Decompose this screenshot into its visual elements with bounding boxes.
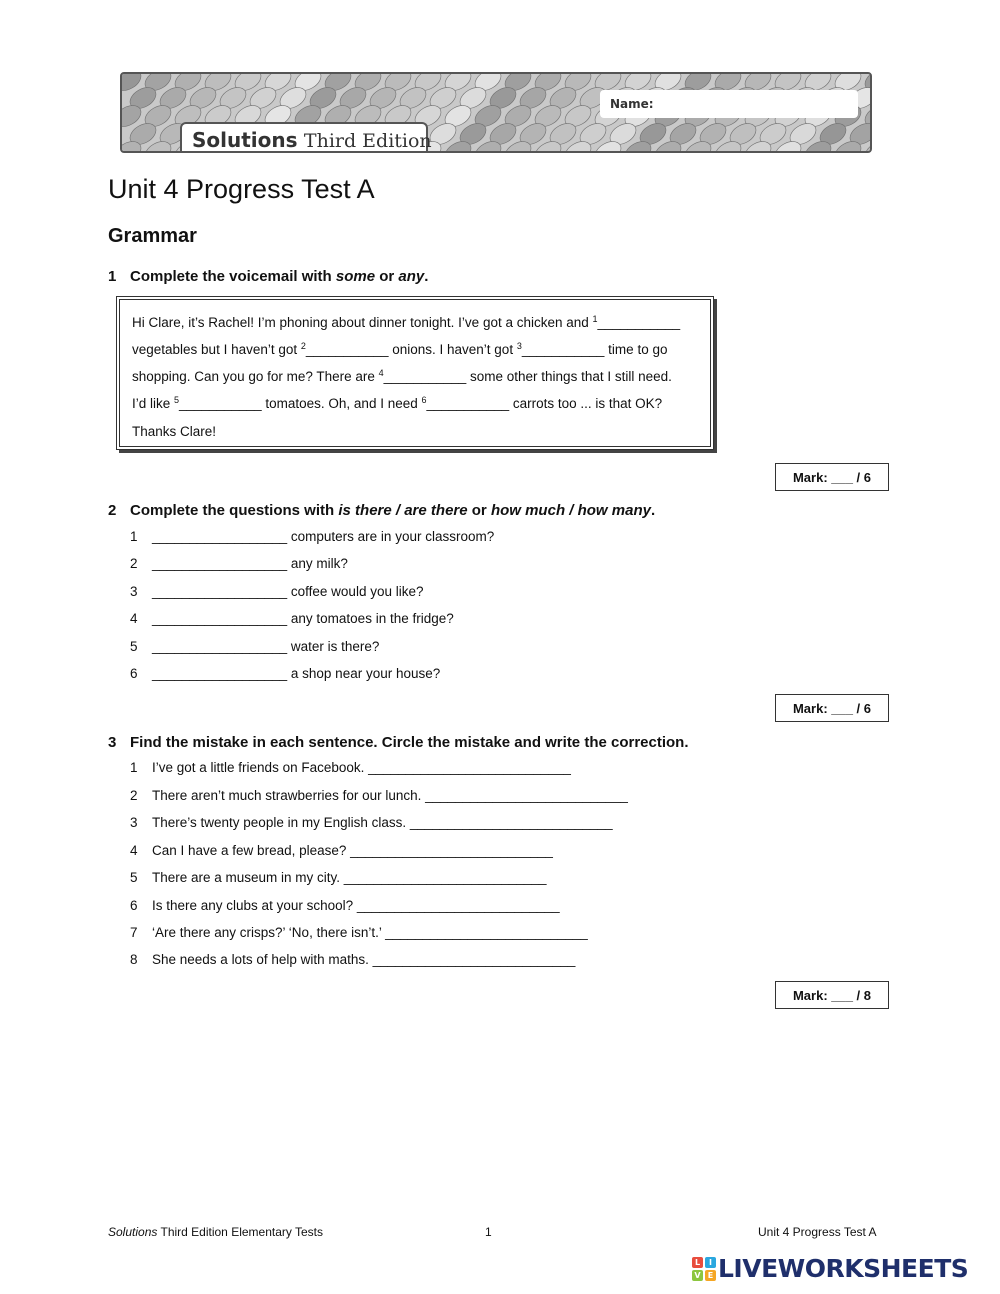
q3-number: 3	[108, 734, 117, 751]
logo-grid-icon	[692, 1257, 716, 1281]
q3-heading	[108, 734, 689, 751]
q2-item[interactable]	[130, 611, 454, 626]
brand-bold: Solutions	[192, 128, 298, 152]
gap-number: 3	[516, 341, 522, 351]
q3-item[interactable]	[130, 788, 628, 803]
q2-heading-how-much: how much / how many	[490, 502, 651, 519]
item-number: 6	[130, 898, 138, 913]
item-number: 4	[130, 611, 138, 626]
item-text: __________________ any tomatoes in the fridge?	[152, 611, 454, 626]
q2-heading-or: or	[467, 502, 491, 519]
item-number: 4	[130, 843, 138, 858]
footer-right: Unit 4 Progress Test A	[758, 1225, 877, 1239]
q3-item[interactable]	[130, 870, 547, 885]
gap-number: 1	[592, 314, 598, 324]
item-text: There’s twenty people in my English class. ___________________________	[152, 815, 613, 830]
gap-blank[interactable]: ___________ carrots too ... is that OK?	[426, 396, 663, 411]
brand-rest: Third Edition	[303, 130, 432, 152]
q2-number: 2	[108, 502, 117, 519]
page-number: 1	[485, 1225, 492, 1239]
q3-item[interactable]	[130, 898, 560, 913]
item-text: There aren’t much strawberries for our lunch. ___________________________	[152, 788, 628, 803]
gap-number: 2	[300, 341, 306, 351]
item-number: 2	[130, 556, 138, 571]
q3-mark-box: Mark: ___ / 8	[775, 981, 889, 1009]
item-number: 6	[130, 666, 138, 681]
item-text: There are a museum in my city. ___________________________	[152, 870, 547, 885]
q3-item[interactable]	[130, 760, 571, 775]
gap-blank[interactable]: ___________ tomatoes. Oh, and I need	[179, 396, 422, 411]
gap-number: 6	[421, 395, 427, 405]
footer-book-subtitle: Third Edition Elementary Tests	[157, 1225, 324, 1239]
q2-item[interactable]	[130, 584, 423, 599]
q2-item[interactable]	[130, 556, 348, 571]
q3-item[interactable]	[130, 952, 575, 967]
gap-blank[interactable]: ___________	[597, 315, 681, 330]
item-number: 3	[130, 584, 138, 599]
q1-heading	[108, 268, 428, 285]
header-banner	[120, 72, 872, 153]
q3-item[interactable]	[130, 843, 553, 858]
item-number: 3	[130, 815, 138, 830]
vm-text: Hi Clare, it’s Rachel! I’m phoning about dinner tonight. I’ve got a chicken and	[132, 315, 593, 330]
q2-mark-box: Mark: ___ / 6	[775, 694, 889, 722]
logo-letter: I	[705, 1257, 716, 1268]
item-text: __________________ water is there?	[152, 639, 380, 654]
voicemail-line-4	[132, 396, 662, 411]
q1-mark-box: Mark: ___ / 6	[775, 463, 889, 491]
logo-letter: V	[692, 1270, 703, 1281]
q3-heading-text: Find the mistake in each sentence. Circle the mistake and write the correction.	[130, 734, 689, 751]
item-text: __________________ a shop near your house?	[152, 666, 441, 681]
page-title: Unit 4 Progress Test A	[108, 174, 375, 204]
item-text: __________________ any milk?	[152, 556, 348, 571]
brand-logo	[180, 122, 432, 153]
logo-text: LIVEWORKSHEETS	[718, 1254, 969, 1283]
name-field[interactable]	[600, 90, 858, 118]
vm-text: Thanks Clare!	[132, 424, 217, 439]
item-text: Is there any clubs at your school? ___________________________	[152, 898, 560, 913]
item-text: I’ve got a little friends on Facebook. ___________________________	[152, 760, 571, 775]
gap-number: 5	[174, 395, 180, 405]
item-text: ‘Are there any crisps?’ ‘No, there isn’t.’ ___________________________	[152, 925, 588, 940]
q1-heading-text: Complete the voicemail with	[130, 268, 336, 285]
voicemail-line-1	[132, 315, 680, 330]
item-number: 2	[130, 788, 138, 803]
q1-heading-some: some	[335, 268, 376, 285]
q1-number: 1	[108, 268, 117, 285]
item-number: 8	[130, 952, 138, 967]
vm-text: shopping. Can you go for me? There are	[132, 369, 379, 384]
q2-heading-end: .	[650, 502, 656, 519]
voicemail-line-2	[132, 342, 667, 357]
q1-heading-end: .	[424, 268, 429, 285]
item-text: __________________ coffee would you like?	[152, 584, 424, 599]
q2-heading-text: Complete the questions with	[130, 502, 339, 519]
voicemail-box	[116, 296, 714, 450]
item-number: 5	[130, 639, 138, 654]
q3-item[interactable]	[130, 815, 613, 830]
q2-heading	[108, 502, 655, 519]
item-number: 7	[130, 925, 138, 940]
liveworksheets-logo[interactable]	[692, 1254, 968, 1283]
q3-item[interactable]	[130, 925, 588, 940]
logo-letter: E	[705, 1270, 716, 1281]
voicemail-line-5	[132, 424, 216, 439]
q2-heading-is-there: is there / are there	[338, 502, 468, 519]
vm-text: vegetables but I haven’t got	[132, 342, 301, 357]
gap-number: 4	[378, 368, 384, 378]
item-text: __________________ computers are in your classroom?	[152, 529, 495, 544]
gap-blank[interactable]: ___________ some other things that I still need.	[383, 369, 672, 384]
q2-item[interactable]	[130, 639, 379, 654]
item-number: 5	[130, 870, 138, 885]
q2-item[interactable]	[130, 666, 440, 681]
voicemail-line-3	[132, 369, 672, 384]
footer-book-title: Solutions	[108, 1225, 158, 1239]
item-number: 1	[130, 529, 138, 544]
footer-left	[108, 1225, 323, 1239]
item-number: 1	[130, 760, 138, 775]
q2-item[interactable]	[130, 529, 494, 544]
section-title: Grammar	[108, 225, 197, 247]
gap-blank[interactable]: ___________ time to go	[521, 342, 668, 357]
q1-heading-or: or	[375, 268, 399, 285]
gap-blank[interactable]: ___________ onions. I haven’t got	[305, 342, 517, 357]
name-label: Name:	[610, 97, 654, 111]
logo-letter: L	[692, 1257, 703, 1268]
item-text: Can I have a few bread, please? ___________________________	[152, 843, 553, 858]
vm-text: I’d like	[132, 396, 175, 411]
item-text: She needs a lots of help with maths. ___________________________	[152, 952, 576, 967]
q1-heading-any: any	[398, 268, 425, 285]
